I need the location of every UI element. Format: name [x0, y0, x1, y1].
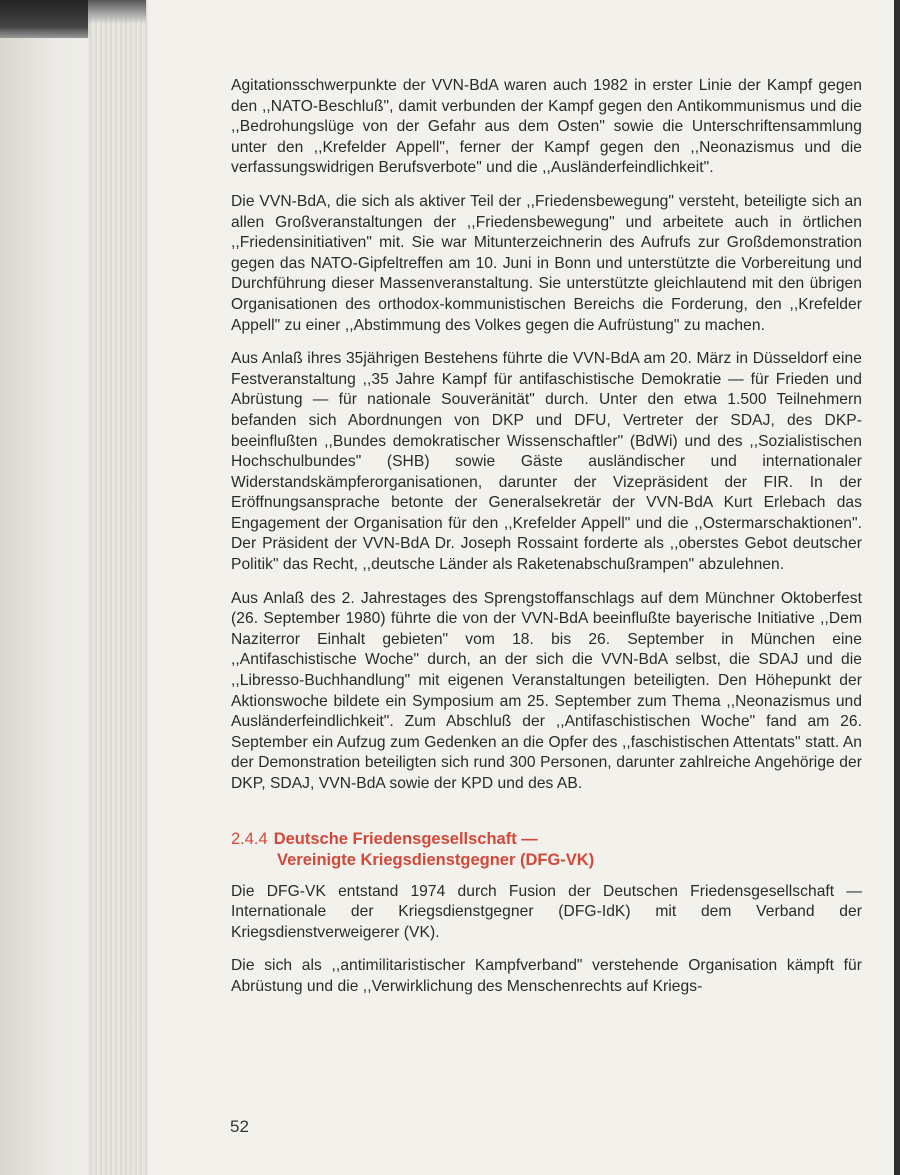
section-title-line-1: Deutsche Friedensgesellschaft —: [273, 829, 538, 848]
paragraph-3: Aus Anlaß ihres 35jährigen Bestehens führte die VVN-BdA am 20. März in Düsseldorf eine Festveranstaltung ,,35 Jahre Kampf für antifaschistische Demokratie — für Frieden und Abrüstung — für nationale Souveränität" durch. Unter den etwa 1.500 Teilnehmern befanden sich Abordnungen von DKP und DFU, Vertreter der SDAJ, des DKP-beeinflußten ,,Bundes demokratischer Wissenschaftler" (BdWi) und des ,,Sozialistischen Hochschulbundes" (SHB) sowie Gäste ausländischer und internationaler Widerstandskämpferorganisationen, darunter der Vizepräsident der FIR. In der Eröffnungsansprache betonte der Generalsekretär der VVN-BdA Kurt Erlebach das Engagement der Organisation für den ,,Krefelder Appell" und die ,,Ostermarschaktionen". Der Präsident der VVN-BdA Dr. Joseph Rossaint forderte als ,,oberstes Gebot deutscher Politik" das Recht, ,,deutsche Länder als Raketenabschußrampen" abzulehnen.: [231, 350, 862, 574]
page-stack-spine: [88, 0, 148, 1175]
paragraph-6: Die sich als ,,antimilitaristischer Kampfverband" verstehende Organisation kämpft für Abrüstung und die ,,Verwirklichung des Menschenrechts auf Kriegs-: [231, 957, 862, 995]
page-body: [231, 76, 862, 1011]
paragraph-5: Die DFG-VK entstand 1974 durch Fusion der Deutschen Friedensgesellschaft — Internationale der Kriegsdienstgegner (DFG-IdK) mit dem Verband der Kriegsdienstverweigerer (VK).: [231, 882, 862, 941]
section-title-line-2: Vereinigte Kriegsdienstgegner (DFG-VK): [277, 850, 595, 869]
paragraph-4: Aus Anlaß des 2. Jahrestages des Sprengstoffanschlags auf dem Münchner Oktoberfest (26. September 1980) führte die von der VVN-BdA beeinflußte bayerische Initiative ,,Dem Naziterror Einhalt gebieten" vom 18. bis 26. September in München eine ,,Antifaschistische Woche" durch, an der sich die VVN-BdA selbst, die SDAJ und die ,,Libresso-Buchhandlung" mit eigenen Veranstaltungen beteiligten. Den Höhepunkt der Aktionswoche bildete ein Symposium am 25. September zum Thema ,,Neonazismus und Ausländerfeindlichkeit". Zum Abschluß der ,,Antifaschistischen Woche" fand am 26. September ein Aufzug zum Gedenken an die Opfer des ,,faschistischen Attentats" statt. An der Demonstration beteiligten sich rund 300 Personen, darunter zahlreiche Angehörige der DKP, SDAJ, VVN-BdA sowie der KPD und des AB.: [231, 589, 862, 792]
scan-right-edge: [894, 0, 900, 1175]
section-number: 2.4.4: [231, 829, 268, 848]
section-heading: [231, 829, 862, 871]
paragraph-2: Die VVN-BdA, die sich als aktiver Teil der ,,Friedensbewegung" versteht, beteiligte sich an allen Großveranstaltungen der ,,Friedensbewegung" und arbeitete auch in örtlichen ,,Friedensinitiativen" mit. Sie war Mitunterzeichnerin des Aufrufs zur Großdemonstration gegen das NATO-Gipfeltreffen am 10. Juni in Bonn und unterstützte die Vorbereitung und Durchführung dieser Massenveranstaltung. Sie unterstützte gleichlautend mit den übrigen Organisationen des orthodox-kommunistischen Bereichs die Forderung, den ,,Krefelder Appell" zu einer ,,Abstimmung des Volkes gegen die Aufrüstung" zu machen.: [231, 192, 862, 334]
book-binding-edge: [0, 0, 165, 1175]
spine-top-shadow: [88, 0, 146, 24]
scan-corner-shadow: [0, 0, 90, 38]
page-number: 52: [230, 1117, 249, 1136]
paragraph-1: Agitationsschwerpunkte der VVN-BdA waren auch 1982 in erster Linie der Kampf gegen den ,,NATO-Beschluß", damit verbunden der Kampf gegen den Antikommunismus und die ,,Bedrohungslüge von der Gefahr aus dem Osten" sowie die Unterschriftensammlung unter den ,,Krefelder Appell", ferner der Kampf gegen den ,,Neonazismus und die verfassungswidrigen Berufsverbote" und die ,,Ausländerfeindlichkeit".: [231, 77, 862, 177]
